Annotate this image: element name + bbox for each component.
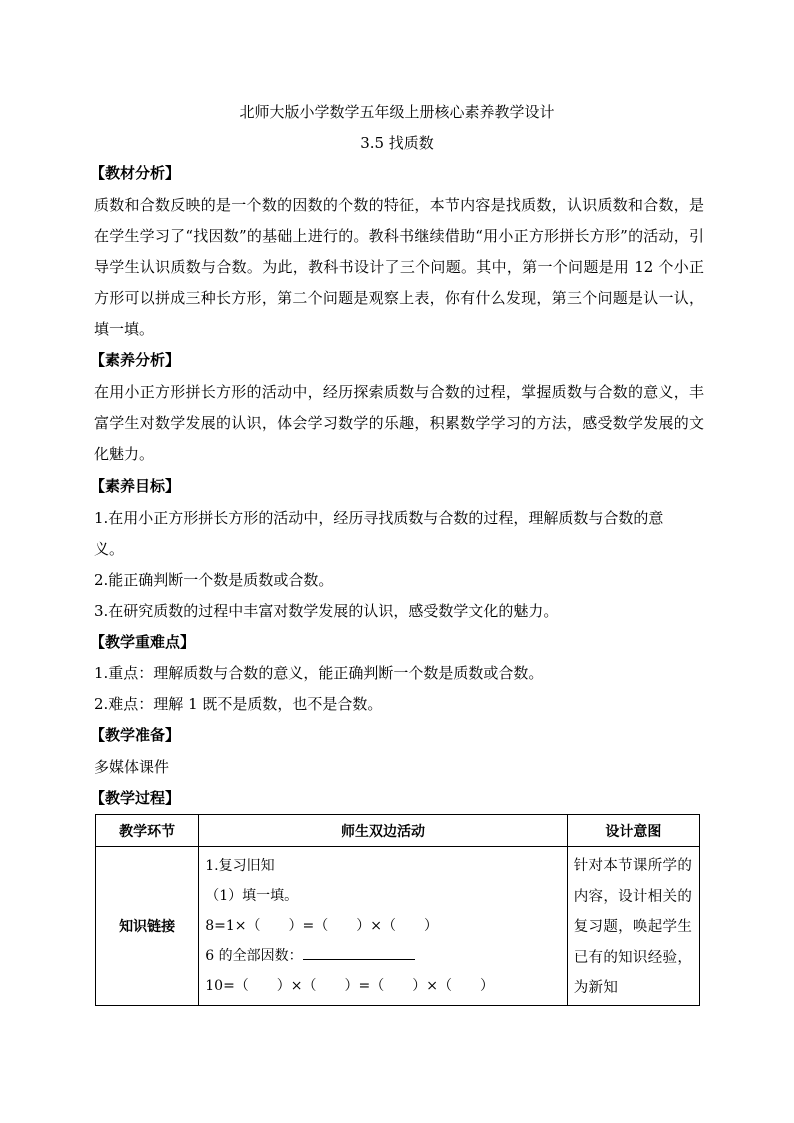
- goal-item-1-line-2: 义。: [94, 540, 125, 558]
- activity-line-1: 1.复习旧知: [205, 858, 275, 874]
- activity-line-2: （1）填一填。: [205, 888, 299, 904]
- section-heading-textbook-analysis: 【教材分析】: [90, 164, 181, 182]
- section-heading-literacy-analysis: 【素养分析】: [90, 351, 181, 369]
- stage-cell: 知识链接: [96, 847, 199, 1006]
- document-title: 北师大版小学数学五年级上册核心素养教学设计: [239, 103, 555, 121]
- table-header-row: [96, 815, 700, 847]
- table-row: [96, 847, 700, 1006]
- answer-blank: [303, 945, 415, 960]
- activity-line-5: 10=（ ）×（ ）=（ ）×（ ）: [205, 978, 495, 994]
- activities-cell: [199, 847, 567, 1006]
- header-activities: 师生双边活动: [199, 815, 567, 847]
- activity-line-4: [205, 941, 560, 971]
- header-intent: 设计意图: [567, 815, 699, 847]
- factors-prompt: 6 的全部因数：: [205, 948, 303, 964]
- intent-cell: [567, 847, 699, 1006]
- document-subtitle: 3.5 找质数: [360, 134, 434, 152]
- section-heading-preparation: 【教学准备】: [90, 726, 181, 744]
- intent-text: 针对本节课所学的内容，设计相关的复习题，唤起学生已有的知识经验，为新知: [573, 858, 693, 996]
- key-point-item-1: 1.重点：理解质数与合数的意义，能正确判断一个数是质数或合数。: [94, 664, 544, 682]
- goal-item-2: 2.能正确判断一个数是质数或合数。: [94, 571, 334, 589]
- goal-item-3: 3.在研究质数的过程中丰富对数学发展的认识，感受数学文化的魅力。: [94, 602, 559, 620]
- activity-line-3: 8=1×（ ）=（ ）×（ ）: [205, 918, 439, 934]
- teaching-process-table: [95, 814, 700, 1006]
- preparation-text: 多媒体课件: [94, 758, 170, 776]
- key-point-item-2: 2.难点：理解 1 既不是质数，也不是合数。: [94, 695, 383, 713]
- goal-item-1-line-1: 1.在用小正方形拼长方形的活动中，经历寻找质数与合数的过程，理解质数与合数的意: [94, 509, 664, 527]
- literacy-analysis-paragraph: 在用小正方形拼长方形的活动中，经历探索质数与合数的过程，掌握质数与合数的意义，丰富学生对数学发展的认识，体会学习数学的乐趣，积累数学学习的方法，感受数学发展的文化魅力。: [94, 383, 704, 463]
- textbook-analysis-paragraph: 质数和合数反映的是一个数的因数的个数的特征，本节内容是找质数，认识质数和合数，是在学生学习了“找因数”的基础上进行的。教科书继续借助“用小正方形拼长方形”的活动，引导学生认识质数与合数。为此，教科书设计了三个问题。其中，第一个问题是用 12 个小正方形可以拼成三种长方形，第二个问题是观察上表，你有什么发现，第三个问题是认一认，填一填。: [94, 196, 704, 338]
- section-heading-literacy-goals: 【素养目标】: [90, 477, 181, 495]
- section-heading-process: 【教学过程】: [90, 789, 181, 807]
- header-stage: 教学环节: [96, 815, 199, 847]
- section-heading-key-points: 【教学重难点】: [90, 633, 196, 651]
